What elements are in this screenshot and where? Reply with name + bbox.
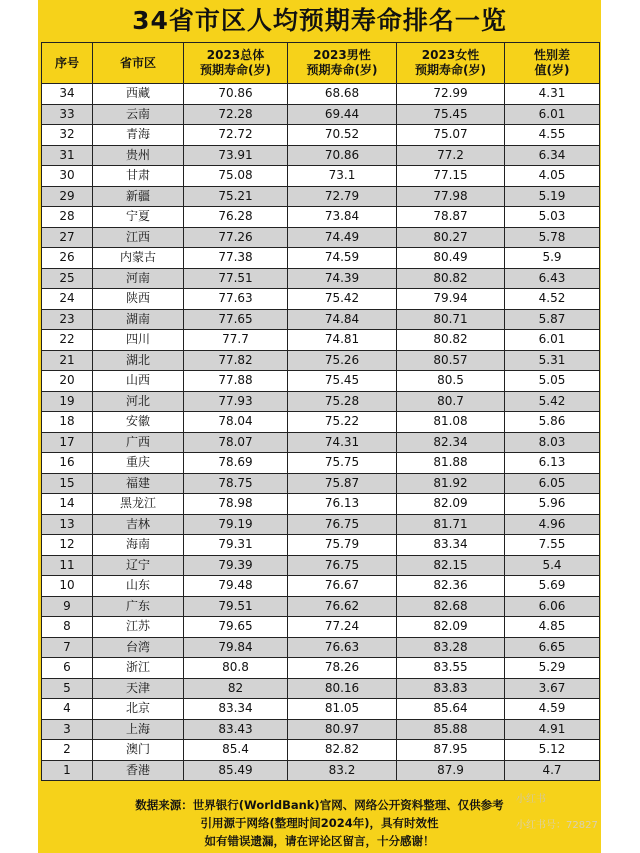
cell-female: 75.45 — [397, 104, 505, 125]
cell-rank: 12 — [42, 535, 93, 556]
cell-rank: 33 — [42, 104, 93, 125]
cell-rank: 10 — [42, 576, 93, 597]
table-row — [42, 453, 600, 474]
footer-feedback: 如有错误遗漏，请在评论区留言，十分感谢！ — [204, 834, 435, 848]
cell-region: 宁夏 — [93, 207, 184, 228]
header-male-line2: 预期寿命(岁) — [306, 63, 378, 77]
cell-rank: 22 — [42, 330, 93, 351]
cell-female: 72.99 — [397, 84, 505, 105]
table-row — [42, 289, 600, 310]
table-row — [42, 391, 600, 412]
cell-female: 78.87 — [397, 207, 505, 228]
table-row — [42, 494, 600, 515]
cell-region: 安徽 — [93, 412, 184, 433]
cell-rank: 3 — [42, 719, 93, 740]
cell-male: 76.13 — [288, 494, 397, 515]
cell-female: 80.7 — [397, 391, 505, 412]
cell-male: 81.05 — [288, 699, 397, 720]
header-region: 省市区 — [93, 43, 184, 84]
cell-region: 黑龙江 — [93, 494, 184, 515]
cell-gap: 5.9 — [505, 248, 600, 269]
cell-gap: 5.4 — [505, 555, 600, 576]
footer-source: 数据来源：世界银行(WorldBank)官网、网络公开资料整理、仅供参考 — [135, 798, 504, 812]
table-row — [42, 330, 600, 351]
cell-male: 70.86 — [288, 145, 397, 166]
table-row — [42, 617, 600, 638]
cell-region: 河北 — [93, 391, 184, 412]
cell-region: 福建 — [93, 473, 184, 494]
cell-total: 78.69 — [184, 453, 288, 474]
cell-gap: 4.96 — [505, 514, 600, 535]
cell-rank: 15 — [42, 473, 93, 494]
cell-female: 81.88 — [397, 453, 505, 474]
cell-total: 77.88 — [184, 371, 288, 392]
cell-rank: 31 — [42, 145, 93, 166]
header-female — [397, 43, 505, 84]
cell-female: 77.15 — [397, 166, 505, 187]
cell-rank: 24 — [42, 289, 93, 310]
table-row — [42, 740, 600, 761]
cell-rank: 1 — [42, 760, 93, 781]
cell-total: 77.65 — [184, 309, 288, 330]
table-row — [42, 658, 600, 679]
cell-total: 72.28 — [184, 104, 288, 125]
cell-region: 西藏 — [93, 84, 184, 105]
cell-gap: 6.06 — [505, 596, 600, 617]
table-row — [42, 555, 600, 576]
cell-female: 82.09 — [397, 494, 505, 515]
cell-male: 83.2 — [288, 760, 397, 781]
cell-gap: 6.43 — [505, 268, 600, 289]
cell-female: 80.82 — [397, 268, 505, 289]
cell-region: 江西 — [93, 227, 184, 248]
cell-region: 陕西 — [93, 289, 184, 310]
cell-gap: 5.05 — [505, 371, 600, 392]
cell-gap: 5.96 — [505, 494, 600, 515]
header-row — [42, 43, 600, 84]
table-row — [42, 596, 600, 617]
cell-region: 天津 — [93, 678, 184, 699]
cell-total: 85.49 — [184, 760, 288, 781]
cell-region: 海南 — [93, 535, 184, 556]
cell-total: 77.82 — [184, 350, 288, 371]
table-row — [42, 268, 600, 289]
cell-total: 80.8 — [184, 658, 288, 679]
cell-female: 77.98 — [397, 186, 505, 207]
table-row — [42, 207, 600, 228]
cell-region: 广西 — [93, 432, 184, 453]
cell-region: 江苏 — [93, 617, 184, 638]
cell-gap: 5.29 — [505, 658, 600, 679]
cell-region: 山西 — [93, 371, 184, 392]
cell-female: 80.5 — [397, 371, 505, 392]
cell-rank: 11 — [42, 555, 93, 576]
cell-total: 77.7 — [184, 330, 288, 351]
cell-rank: 30 — [42, 166, 93, 187]
cell-male: 76.67 — [288, 576, 397, 597]
cell-region: 浙江 — [93, 658, 184, 679]
cell-total: 78.98 — [184, 494, 288, 515]
cell-female: 82.09 — [397, 617, 505, 638]
cell-female: 82.15 — [397, 555, 505, 576]
table-row — [42, 719, 600, 740]
cell-male: 80.16 — [288, 678, 397, 699]
cell-gap: 5.87 — [505, 309, 600, 330]
cell-male: 75.45 — [288, 371, 397, 392]
cell-female: 83.28 — [397, 637, 505, 658]
cell-rank: 9 — [42, 596, 93, 617]
cell-rank: 25 — [42, 268, 93, 289]
table-row — [42, 350, 600, 371]
cell-total: 79.48 — [184, 576, 288, 597]
cell-male: 74.31 — [288, 432, 397, 453]
cell-region: 重庆 — [93, 453, 184, 474]
cell-rank: 21 — [42, 350, 93, 371]
cell-total: 73.91 — [184, 145, 288, 166]
cell-male: 78.26 — [288, 658, 397, 679]
table-row — [42, 309, 600, 330]
cell-region: 青海 — [93, 125, 184, 146]
cell-male: 76.75 — [288, 555, 397, 576]
cell-female: 79.94 — [397, 289, 505, 310]
cell-rank: 17 — [42, 432, 93, 453]
cell-total: 83.43 — [184, 719, 288, 740]
cell-male: 72.79 — [288, 186, 397, 207]
cell-male: 70.52 — [288, 125, 397, 146]
table-row — [42, 514, 600, 535]
cell-total: 79.84 — [184, 637, 288, 658]
table-row — [42, 699, 600, 720]
table-row — [42, 678, 600, 699]
cell-gap: 3.67 — [505, 678, 600, 699]
header-male-line1: 2023男性 — [313, 48, 371, 62]
cell-female: 83.55 — [397, 658, 505, 679]
cell-rank: 29 — [42, 186, 93, 207]
header-gap — [505, 43, 600, 84]
header-male — [288, 43, 397, 84]
cell-rank: 16 — [42, 453, 93, 474]
cell-total: 77.93 — [184, 391, 288, 412]
cell-female: 80.71 — [397, 309, 505, 330]
cell-gap: 5.86 — [505, 412, 600, 433]
cell-gap: 8.03 — [505, 432, 600, 453]
header-female-line1: 2023女性 — [421, 48, 480, 62]
watermark-brand: 小红书 — [516, 794, 546, 805]
cell-gap: 4.85 — [505, 617, 600, 638]
cell-male: 76.63 — [288, 637, 397, 658]
cell-female: 85.88 — [397, 719, 505, 740]
header-total-line1: 2023总体 — [206, 48, 265, 62]
cell-female: 80.57 — [397, 350, 505, 371]
cell-region: 贵州 — [93, 145, 184, 166]
cell-gap: 4.05 — [505, 166, 600, 187]
cell-region: 新疆 — [93, 186, 184, 207]
cell-gap: 6.65 — [505, 637, 600, 658]
cell-rank: 5 — [42, 678, 93, 699]
cell-total: 76.28 — [184, 207, 288, 228]
cell-male: 69.44 — [288, 104, 397, 125]
cell-rank: 14 — [42, 494, 93, 515]
cell-male: 75.26 — [288, 350, 397, 371]
cell-gap: 5.42 — [505, 391, 600, 412]
cell-male: 75.79 — [288, 535, 397, 556]
cell-total: 82 — [184, 678, 288, 699]
cell-rank: 26 — [42, 248, 93, 269]
cell-male: 75.42 — [288, 289, 397, 310]
cell-female: 83.34 — [397, 535, 505, 556]
cell-gap: 4.91 — [505, 719, 600, 740]
cell-gap: 6.01 — [505, 104, 600, 125]
cell-male: 76.75 — [288, 514, 397, 535]
table-row — [42, 412, 600, 433]
table-row — [42, 576, 600, 597]
table-row — [42, 248, 600, 269]
cell-gap: 4.59 — [505, 699, 600, 720]
cell-gap: 5.31 — [505, 350, 600, 371]
table-row — [42, 166, 600, 187]
cell-male: 75.28 — [288, 391, 397, 412]
table-row — [42, 473, 600, 494]
cell-rank: 8 — [42, 617, 93, 638]
cell-rank: 23 — [42, 309, 93, 330]
cell-rank: 6 — [42, 658, 93, 679]
cell-male: 74.59 — [288, 248, 397, 269]
cell-gap: 5.69 — [505, 576, 600, 597]
table-row — [42, 637, 600, 658]
cell-total: 78.07 — [184, 432, 288, 453]
cell-rank: 4 — [42, 699, 93, 720]
cell-female: 82.34 — [397, 432, 505, 453]
cell-rank: 34 — [42, 84, 93, 105]
cell-total: 75.21 — [184, 186, 288, 207]
cell-gap: 5.03 — [505, 207, 600, 228]
cell-gap: 5.19 — [505, 186, 600, 207]
cell-total: 77.26 — [184, 227, 288, 248]
cell-total: 78.04 — [184, 412, 288, 433]
cell-rank: 20 — [42, 371, 93, 392]
header-total-line2: 预期寿命(岁) — [200, 63, 271, 77]
cell-rank: 32 — [42, 125, 93, 146]
cell-rank: 2 — [42, 740, 93, 761]
cell-gap: 4.7 — [505, 760, 600, 781]
cell-total: 79.31 — [184, 535, 288, 556]
cell-region: 澳门 — [93, 740, 184, 761]
cell-total: 79.51 — [184, 596, 288, 617]
cell-female: 87.9 — [397, 760, 505, 781]
cell-gap: 4.31 — [505, 84, 600, 105]
cell-gap: 6.34 — [505, 145, 600, 166]
cell-total: 77.63 — [184, 289, 288, 310]
cell-gap: 6.01 — [505, 330, 600, 351]
cell-male: 74.84 — [288, 309, 397, 330]
cell-region: 四川 — [93, 330, 184, 351]
cell-female: 82.68 — [397, 596, 505, 617]
page-title: 34省市区人均预期寿命排名一览 — [132, 6, 507, 35]
table-row — [42, 227, 600, 248]
cell-male: 73.1 — [288, 166, 397, 187]
cell-male: 76.62 — [288, 596, 397, 617]
table-row — [42, 84, 600, 105]
cell-rank: 28 — [42, 207, 93, 228]
cell-female: 80.49 — [397, 248, 505, 269]
cell-region: 北京 — [93, 699, 184, 720]
cell-male: 75.22 — [288, 412, 397, 433]
cell-region: 湖北 — [93, 350, 184, 371]
cell-female: 85.64 — [397, 699, 505, 720]
cell-male: 82.82 — [288, 740, 397, 761]
cell-region: 上海 — [93, 719, 184, 740]
cell-region: 河南 — [93, 268, 184, 289]
cell-region: 辽宁 — [93, 555, 184, 576]
life-expectancy-table — [41, 42, 600, 781]
cell-male: 73.84 — [288, 207, 397, 228]
header-gap-line1: 性别差 — [533, 48, 570, 62]
cell-region: 云南 — [93, 104, 184, 125]
cell-region: 广东 — [93, 596, 184, 617]
cell-rank: 13 — [42, 514, 93, 535]
table-row — [42, 186, 600, 207]
cell-male: 74.39 — [288, 268, 397, 289]
cell-male: 77.24 — [288, 617, 397, 638]
cell-total: 75.08 — [184, 166, 288, 187]
header-total — [184, 43, 288, 84]
cell-total: 83.34 — [184, 699, 288, 720]
cell-female: 81.71 — [397, 514, 505, 535]
cell-female: 87.95 — [397, 740, 505, 761]
cell-female: 80.82 — [397, 330, 505, 351]
cell-female: 77.2 — [397, 145, 505, 166]
cell-female: 81.08 — [397, 412, 505, 433]
cell-female: 80.27 — [397, 227, 505, 248]
watermark-id: 小红书号：72827 — [516, 820, 598, 831]
cell-region: 台湾 — [93, 637, 184, 658]
cell-male: 80.97 — [288, 719, 397, 740]
table-row — [42, 535, 600, 556]
cell-rank: 27 — [42, 227, 93, 248]
cell-region: 甘肃 — [93, 166, 184, 187]
cell-total: 79.19 — [184, 514, 288, 535]
cell-total: 72.72 — [184, 125, 288, 146]
cell-female: 81.92 — [397, 473, 505, 494]
cell-male: 75.75 — [288, 453, 397, 474]
cell-female: 82.36 — [397, 576, 505, 597]
cell-rank: 19 — [42, 391, 93, 412]
cell-region: 内蒙古 — [93, 248, 184, 269]
cell-male: 74.81 — [288, 330, 397, 351]
table-row — [42, 104, 600, 125]
footer-citation: 引用源于网络(整理时间2024年)，具有时效性 — [200, 816, 439, 830]
cell-total: 85.4 — [184, 740, 288, 761]
cell-region: 香港 — [93, 760, 184, 781]
table-row — [42, 432, 600, 453]
table-row — [42, 760, 600, 781]
table-row — [42, 145, 600, 166]
cell-gap: 4.55 — [505, 125, 600, 146]
cell-total: 79.39 — [184, 555, 288, 576]
cell-male: 75.87 — [288, 473, 397, 494]
cell-male: 68.68 — [288, 84, 397, 105]
cell-gap: 4.52 — [505, 289, 600, 310]
table-row — [42, 125, 600, 146]
cell-gap: 6.05 — [505, 473, 600, 494]
header-female-line2: 预期寿命(岁) — [415, 63, 486, 77]
cell-male: 74.49 — [288, 227, 397, 248]
cell-region: 吉林 — [93, 514, 184, 535]
cell-female: 75.07 — [397, 125, 505, 146]
cell-total: 77.38 — [184, 248, 288, 269]
table-body — [42, 84, 600, 781]
table-row — [42, 371, 600, 392]
cell-total: 78.75 — [184, 473, 288, 494]
cell-total: 70.86 — [184, 84, 288, 105]
cell-gap: 5.78 — [505, 227, 600, 248]
cell-region: 湖南 — [93, 309, 184, 330]
cell-female: 83.83 — [397, 678, 505, 699]
cell-region: 山东 — [93, 576, 184, 597]
cell-gap: 7.55 — [505, 535, 600, 556]
cell-gap: 6.13 — [505, 453, 600, 474]
cell-gap: 5.12 — [505, 740, 600, 761]
header-rank: 序号 — [42, 43, 93, 84]
header-gap-line2: 值(岁) — [534, 63, 570, 77]
cell-rank: 7 — [42, 637, 93, 658]
cell-total: 79.65 — [184, 617, 288, 638]
cell-total: 77.51 — [184, 268, 288, 289]
cell-rank: 18 — [42, 412, 93, 433]
